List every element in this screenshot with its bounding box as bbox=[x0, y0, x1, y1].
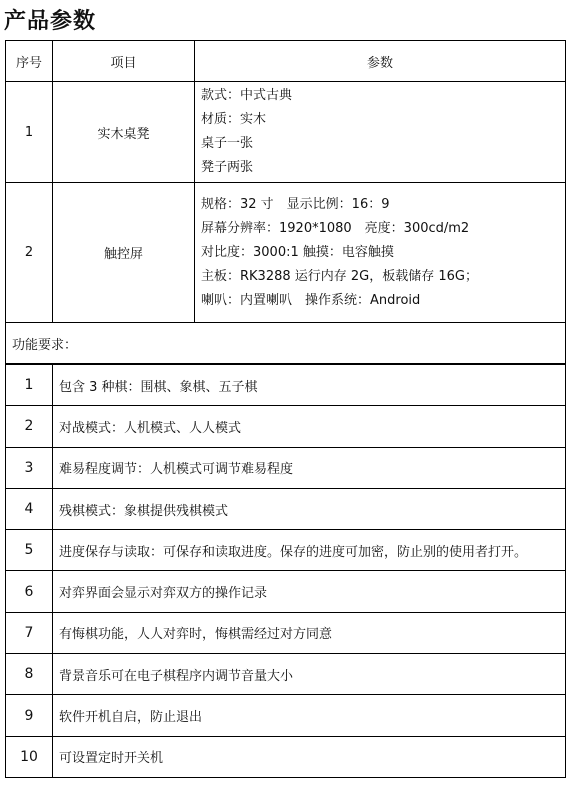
requirement-row bbox=[6, 447, 566, 488]
requirements-heading-row bbox=[6, 323, 566, 364]
requirement-text: 有悔棋功能，人人对弈时，悔棋需经过对方同意 bbox=[53, 612, 566, 653]
requirement-text: 残棋模式：象棋提供残棋模式 bbox=[53, 488, 566, 529]
requirement-row bbox=[6, 571, 566, 612]
table-row bbox=[6, 82, 566, 183]
requirement-row bbox=[6, 654, 566, 695]
requirement-number: 7 bbox=[6, 612, 53, 653]
param-line: 规格：32 寸 显示比例：16：9 bbox=[201, 196, 390, 212]
header-params: 参数 bbox=[195, 41, 566, 82]
header-number: 序号 bbox=[6, 41, 53, 82]
row-item: 实木桌凳 bbox=[53, 82, 195, 183]
requirements-heading: 功能要求： bbox=[6, 323, 566, 364]
row-item: 触控屏 bbox=[53, 183, 195, 323]
requirement-row bbox=[6, 488, 566, 529]
requirement-number: 9 bbox=[6, 695, 53, 736]
param-line: 凳子两张 bbox=[201, 160, 254, 175]
param-line: 材质：实木 bbox=[201, 112, 267, 127]
row-params bbox=[195, 183, 566, 323]
requirement-row bbox=[6, 406, 566, 447]
row-number: 2 bbox=[6, 183, 53, 323]
requirement-row bbox=[6, 736, 566, 777]
row-params bbox=[195, 82, 566, 183]
requirement-number: 1 bbox=[6, 365, 53, 406]
requirement-text: 对战模式：人机模式、人人模式 bbox=[53, 406, 566, 447]
requirement-number: 6 bbox=[6, 571, 53, 612]
requirement-text: 软件开机自启，防止退出 bbox=[53, 695, 566, 736]
row-number: 1 bbox=[6, 82, 53, 183]
page-title: 产品参数 bbox=[4, 9, 97, 34]
param-line: 对比度：3000:1 触摸：电容触摸 bbox=[201, 244, 394, 260]
requirements-table bbox=[5, 364, 566, 778]
requirement-row bbox=[6, 695, 566, 736]
requirement-number: 4 bbox=[6, 488, 53, 529]
param-line: 款式：中式古典 bbox=[201, 88, 293, 103]
requirement-row bbox=[6, 612, 566, 653]
product-params-table bbox=[5, 40, 566, 364]
requirement-number: 5 bbox=[6, 530, 53, 571]
requirement-text: 进度保存与读取：可保存和读取进度。保存的进度可加密，防止别的使用者打开。 bbox=[53, 530, 566, 571]
param-line: 主板：RK3288 运行内存 2G，板载储存 16G； bbox=[201, 268, 478, 284]
requirement-row bbox=[6, 365, 566, 406]
param-line: 屏幕分辨率：1920*1080 亮度：300cd/m2 bbox=[201, 220, 470, 236]
requirement-row bbox=[6, 530, 566, 571]
requirement-text: 对弈界面会显示对弈双方的操作记录 bbox=[53, 571, 566, 612]
requirement-number: 8 bbox=[6, 654, 53, 695]
requirement-text: 可设置定时开关机 bbox=[53, 736, 566, 777]
table-header-row bbox=[6, 41, 566, 82]
param-line: 喇叭：内置喇叭 操作系统：Android bbox=[201, 292, 421, 308]
requirement-text: 背景音乐可在电子棋程序内调节音量大小 bbox=[53, 654, 566, 695]
table-row bbox=[6, 183, 566, 323]
header-item: 项目 bbox=[53, 41, 195, 82]
param-line: 桌子一张 bbox=[201, 136, 254, 151]
requirement-number: 3 bbox=[6, 447, 53, 488]
requirement-number: 10 bbox=[6, 736, 53, 777]
requirement-number: 2 bbox=[6, 406, 53, 447]
requirement-text: 包含 3 种棋：围棋、象棋、五子棋 bbox=[53, 365, 566, 406]
requirement-text: 难易程度调节：人机模式可调节难易程度 bbox=[53, 447, 566, 488]
